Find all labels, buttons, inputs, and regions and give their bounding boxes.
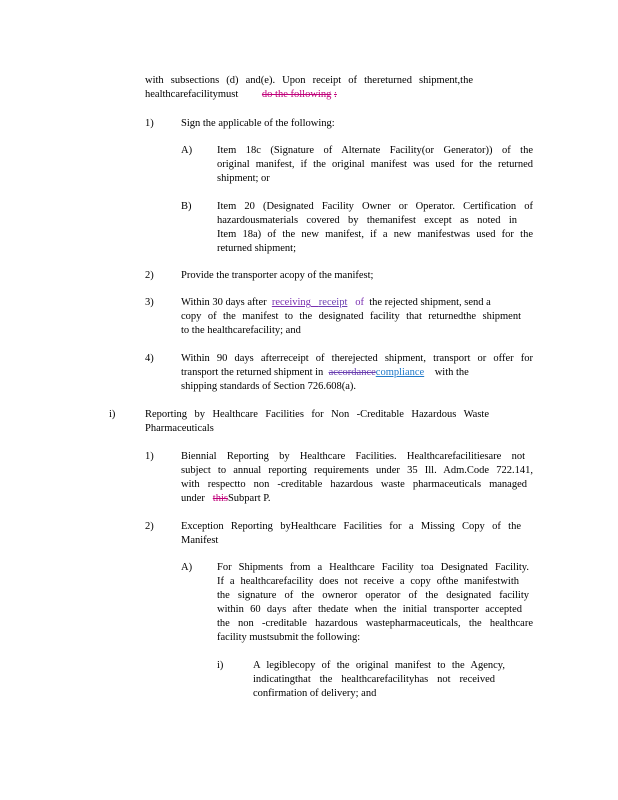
item-2-text: Provide the transporter acopy of the manifest; [181,270,374,281]
sub-2a-i-line-2: indicatingthat the healthcarefacilityhas not received [253,674,495,685]
sub-1-line-1: Biennial Reporting by Healthcare Facilities. Healthcarefacilitiesare not [181,451,525,462]
inserted-text: receiving [271,297,311,308]
sub-2a-line-4: within 60 days after thedate when the initial transporter accepted [217,604,522,615]
item-2-label: 2) [145,270,154,281]
intro-line-2: healthcarefacilitymust do the following : [145,89,337,100]
item-1b-line-1: Item 20 (Designated Facility Owner or Operator. Certification of [217,201,533,212]
item-3-text [181,296,521,338]
item-1a-line-2: original manifest, if the original manifest was used for the returned [217,159,533,170]
deleted-text: do the following [261,89,332,100]
sub-1-label: 1) [145,451,154,462]
sub-1-line-2: subject to annual reporting requirements under 35 Ill. Adm.Code 722.141, [181,465,533,476]
item-1a-line-3: shipment; or [217,173,270,184]
sub-2-heading [181,520,521,548]
sub-2a-i-line-3: confirmation of delivery; and [253,688,377,699]
sub-2a-label: A) [181,562,193,573]
deleted-text: receipt [318,297,348,308]
item-1b-text [217,200,533,256]
item-4-line-3: shipping standards of Section 726.608(a). [181,381,356,392]
sub-2-label: 2) [145,521,154,532]
sub-2a-line-5: the non -creditable hazardous wastepharmaceuticals, the healthcare [217,618,533,629]
sub-2-line-1: Exception Reporting byHealthcare Facilities for a Missing Copy of the [181,521,521,532]
sub-2a-line-6: facility mustsubmit the following: [217,632,361,643]
sub-2a-line-1: For Shipments from a Healthcare Facility toa Designated Facility. [217,562,529,573]
item-1a-label: A) [181,145,193,156]
sub-2a-line-2: If a healthcarefacility does not receive a copy ofthe manifestwith [217,576,519,587]
section-i-line-1: Reporting by Healthcare Facilities for Non -Creditable Hazardous Waste [145,409,489,420]
intro-paragraph [145,74,473,102]
sub-2a-i-label: i) [217,660,224,671]
item-1b-line-4: returned shipment; [217,243,297,254]
item-4-line-2: transport the returned shipment in accordancecompliance with the [181,367,469,378]
item-1-label: 1) [145,118,154,129]
sub-2a-line-3: the signature of the owneror operator of the designated facility [217,590,529,601]
sub-2a-i-text [253,659,505,701]
item-1b-line-3: Item 18a) of the new manifest, if a new manifestwas used for the [217,229,533,240]
deleted-text: this [212,493,228,504]
item-1a-text [217,144,533,186]
item-3-label: 3) [145,297,154,308]
item-1b-label: B) [181,201,192,212]
sub-1-line-3: with respectto non -creditable hazardous waste pharmaceuticals managed [181,479,527,490]
intro-line-1: with subsections (d) and(e). Upon receipt of thereturned shipment,the [145,75,473,86]
deleted-colon: : [333,89,337,100]
item-3-line-2: copy of the manifest to the designated facility that returnedthe shipment [181,311,521,322]
item-1b-line-2: hazardousmaterials covered by themanifest except as noted in [217,215,517,226]
sub-2a-i-line-1: A legiblecopy of the original manifest to the Agency, [253,660,505,671]
item-4-text [181,352,533,394]
inserted-text: compliance [375,367,425,378]
item-3-line-3: to the healthcarefacility; and [181,325,301,336]
item-1a-line-1: Item 18c (Signature of Alternate Facility(or Generator)) of the [217,145,533,156]
sub-1-text [181,450,533,506]
inserted-text: of [355,297,364,308]
section-i-line-2: Pharmaceuticals [145,423,214,434]
item-4-label: 4) [145,353,154,364]
deleted-text: accordance [328,367,376,378]
section-i-label: i) [109,409,116,420]
sub-2a-text [217,561,533,645]
item-4-line-1: Within 90 days afterreceipt of therejected shipment, transport or offer for [181,353,533,364]
sub-2-line-2: Manifest [181,535,219,546]
sub-1-line-4: under thisSubpart P. [181,493,271,504]
item-3-line-1: Within 30 days after receiving receipt of the rejected shipment, send a [181,297,491,308]
item-1-text: Sign the applicable of the following: [181,118,335,129]
section-i-heading [145,408,489,436]
